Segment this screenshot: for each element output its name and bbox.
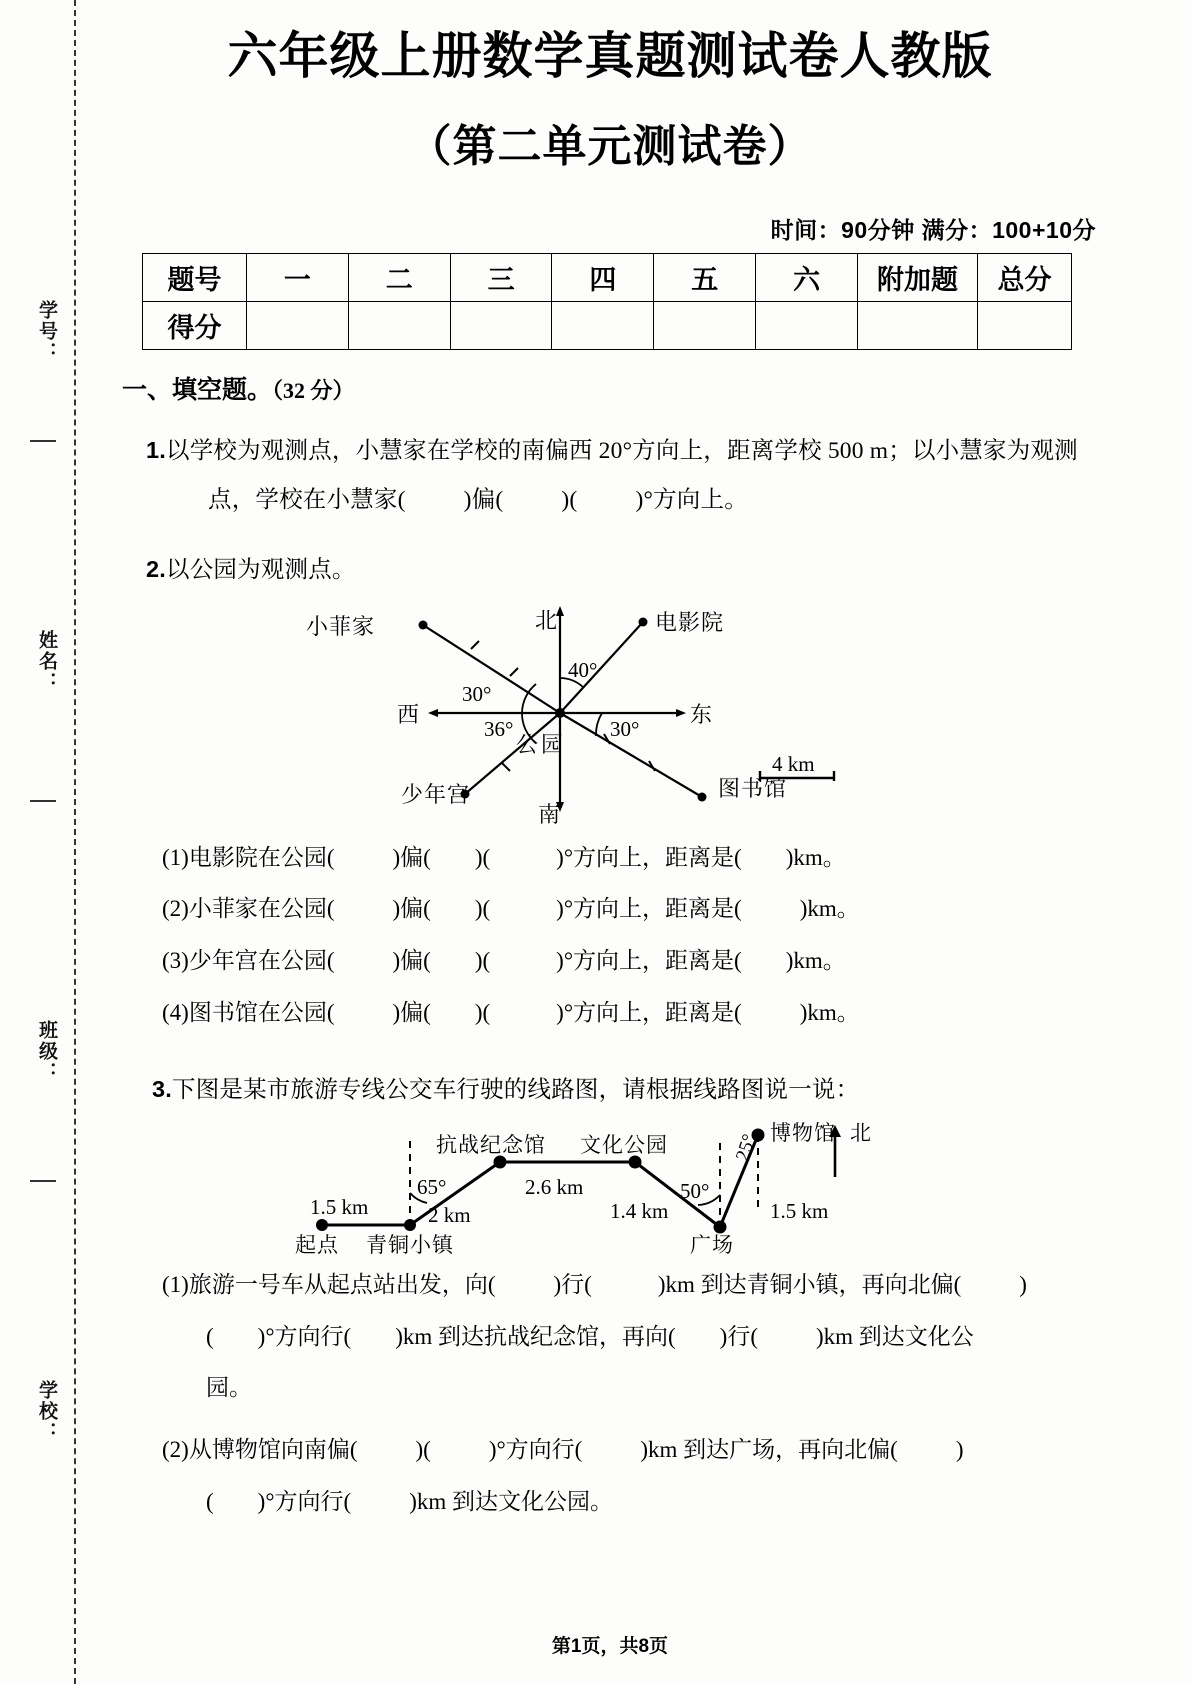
route-station-memorial-hall: 抗战纪念馆 [436,1132,546,1157]
question-2-stem: 以公园为观测点。 [166,557,356,584]
score-cell-5[interactable] [654,301,756,349]
q3s1-l2b: )°方向行( [257,1323,352,1349]
q3s1-label: (1) [162,1271,189,1297]
compass-angle-youth-palace: 36° [484,716,514,741]
question-2-sub-1 [162,832,1110,884]
q2s2-d: )°方向上，距离是( [556,896,742,922]
route-direction-north: 北 [850,1120,872,1145]
question-1 [146,426,1110,526]
q2s2-label: (2) [162,896,189,922]
q3s1-d: ) [1019,1271,1027,1297]
route-station-start: 起点 [295,1232,339,1257]
score-table-row-label-2: 得分 [143,301,247,349]
score-col-6: 六 [756,253,858,301]
route-station-square: 广场 [690,1232,734,1257]
q3s1-a: 旅游一号车从起点站出发，向( [188,1271,496,1297]
page-title: 六年级上册数学真题测试卷人教版 [227,28,993,84]
compass-direction-north: 北 [535,607,559,633]
score-cell-3[interactable] [450,301,552,349]
q3s2-b: )( [415,1437,431,1463]
compass-angle-xiaofei: 30° [462,681,492,706]
section-label: 一、填空题。 [122,375,273,404]
q3s2-l2b: )°方向行( [257,1488,352,1514]
q2s4-c: )( [474,999,491,1025]
compass-place-label-xiaofei: 小菲家 [306,613,376,639]
compass-scale-label: 4 km [772,751,815,776]
q2s1-e: )km。 [785,844,846,870]
q2s3-a: 少年宫在公园( [188,948,335,974]
q3s2-a: 从博物馆向南偏( [188,1437,358,1463]
side-divider-2 [30,800,56,802]
question-3-sub-1-line3 [206,1362,1110,1414]
compass-center-label-park: 公园 [516,731,567,757]
side-label-name: 姓名： [36,630,57,693]
table-row-scores [143,301,1072,349]
score-cell-2[interactable] [348,301,450,349]
route-angle-50: 50° [680,1178,710,1203]
compass-diagram-svg [110,600,1110,832]
route-station-culture-park: 文化公园 [580,1132,668,1157]
q2s4-e: )km。 [799,999,860,1025]
route-distance-2: 2 km [428,1202,471,1227]
q3s1-l2a: ( [206,1323,214,1349]
compass-diagram [110,600,1110,832]
side-label-student-id: 学号： [36,300,57,363]
q3s1-l3: 园。 [206,1375,252,1401]
q3s2-d: )km 到达广场，再向北偏( [640,1437,898,1463]
section-points: （32 分） [272,377,355,403]
score-col-4: 四 [552,253,654,301]
route-distance-4: 1.4 km [610,1198,669,1223]
q1-text-b: )偏( [463,486,504,513]
q3s2-l2a: ( [206,1488,214,1514]
route-station-museum: 博物馆 [770,1120,836,1145]
q3s1-l2c: )km 到达抗战纪念馆，再向( [395,1323,676,1349]
score-col-5: 五 [654,253,756,301]
compass-place-label-library: 图书馆 [718,775,788,801]
score-col-1: 一 [247,253,349,301]
q2s2-e: )km。 [799,896,860,922]
score-cell-6[interactable] [756,301,858,349]
route-station-bronze-town: 青铜小镇 [366,1232,454,1257]
exam-page [110,0,1110,1684]
side-label-class: 班级： [36,1020,57,1083]
q3s1-l2e: )km 到达文化公 [816,1323,974,1349]
score-col-extra: 附加题 [858,253,978,301]
route-distance-5: 1.5 km [770,1198,829,1223]
q2s2-a: 小菲家在公园( [188,896,335,922]
q3s2-e: ) [955,1437,964,1463]
score-cell-extra[interactable] [858,301,978,349]
side-label-school: 学校： [36,1380,57,1443]
route-distance-3: 2.6 km [525,1174,584,1199]
bus-route-diagram [110,1117,1110,1257]
q2s4-d: )°方向上，距离是( [556,999,742,1025]
q2s3-e: )km。 [785,948,846,974]
q2s2-c: )( [474,896,491,922]
score-cell-1[interactable] [247,301,349,349]
question-3-sub-1 [162,1259,1110,1311]
q3s1-b: )行( [553,1271,592,1297]
q3s1-l2d: )行( [719,1323,758,1349]
question-3-stem: 下图是某市旅游专线公交车行驶的线路图，请根据线路图说一说： [172,1076,860,1103]
question-3-sub-2 [162,1424,1110,1476]
score-col-total: 总分 [978,253,1072,301]
q2s1-a: 电影院在公园( [188,844,335,870]
side-divider-1 [30,440,56,442]
q2s2-b: )偏( [392,896,431,922]
q2s4-b: )偏( [392,999,431,1025]
score-col-3: 三 [450,253,552,301]
question-1-line2 [208,476,1110,525]
question-1-line1: 以学校为观测点，小慧家在学校的南偏西 20°方向上，距离学校 500 m；以小慧家为观测 [166,437,1078,464]
q2s4-label: (4) [162,999,189,1025]
q3s2-c: )°方向行( [488,1437,583,1463]
side-divider-3 [30,1180,56,1182]
q2s3-d: )°方向上，距离是( [556,948,742,974]
compass-angle-cinema: 40° [568,657,598,682]
q1-text-c: )( [561,486,578,513]
q2s1-c: )( [474,844,491,870]
question-2-sub-2 [162,883,1110,935]
route-angle-65: 65° [417,1174,447,1199]
compass-place-label-cinema: 电影院 [655,609,725,635]
q3s1-c: )km 到达青铜小镇，再向北偏( [657,1271,962,1297]
score-cell-4[interactable] [552,301,654,349]
q1-text-a: 点，学校在小慧家( [208,486,406,513]
q2s3-label: (3) [162,948,189,974]
question-2-number: 2. [146,556,166,583]
q3s2-l2c: )km 到达文化公园。 [409,1488,614,1514]
q2s4-a: 图书馆在公园( [188,999,335,1025]
score-table [142,253,1072,350]
q2s1-b: )偏( [392,844,431,870]
route-distance-1: 1.5 km [310,1194,369,1219]
exam-meta-info: 时间：90分钟 满分：100+10分 [770,216,1096,243]
compass-angle-library: 30° [610,716,640,741]
score-table-row-label-1: 题号 [143,253,247,301]
question-3-number: 3. [152,1075,172,1102]
score-col-2: 二 [348,253,450,301]
section-heading-fill-blanks [122,370,1110,406]
score-cell-total[interactable] [978,301,1072,349]
route-angle-25: 25° [732,1131,761,1164]
q3s2-label: (2) [162,1437,189,1463]
page-footer: 第1页，共8页 [551,1636,669,1657]
question-1-number: 1. [146,436,166,463]
q2s3-c: )( [474,948,491,974]
question-2 [146,545,1110,595]
question-3-sub-2-line2 [206,1476,1110,1528]
compass-place-label-youth-palace: 少年宫 [401,781,471,807]
q2s1-label: (1) [162,844,189,870]
q1-text-d: )°方向上。 [635,486,748,513]
question-3 [152,1065,1110,1115]
compass-direction-south: 南 [538,801,562,827]
q2s1-d: )°方向上，距离是( [556,844,742,870]
question-2-sub-3 [162,935,1110,987]
question-2-sub-4 [162,987,1110,1039]
table-row-header [143,253,1072,301]
page-subtitle: （第二单元测试卷） [407,121,813,171]
question-3-sub-1-line2 [206,1311,1110,1363]
q2s3-b: )偏( [392,948,431,974]
compass-direction-east: 东 [690,701,714,727]
binding-dashed-line [74,0,76,1684]
compass-direction-west: 西 [397,701,421,727]
